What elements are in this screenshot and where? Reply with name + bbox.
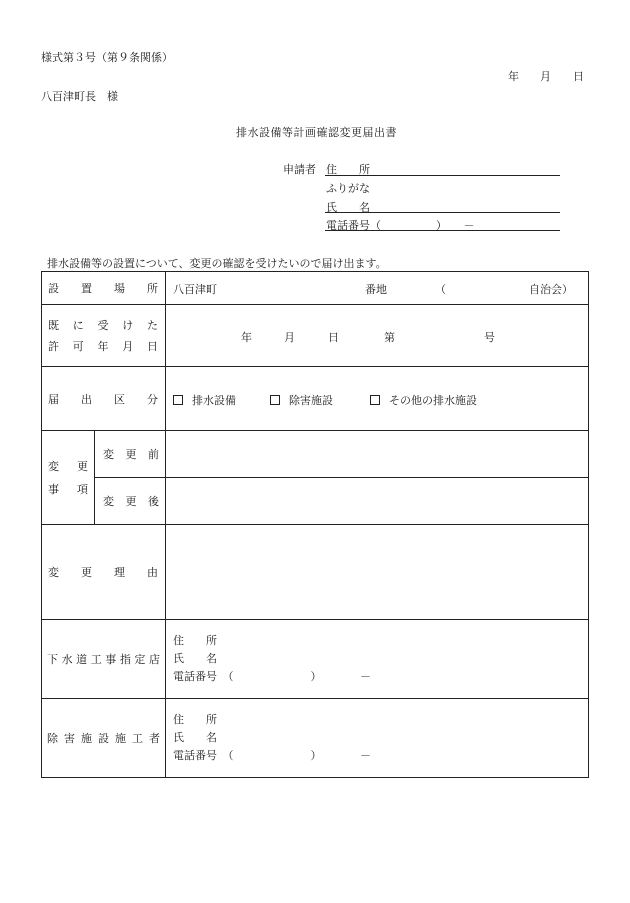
sewer-name-label: 氏 名 — [173, 652, 217, 665]
change-items-label-line2-char: 事 — [48, 483, 59, 496]
checkbox-icon[interactable] — [370, 395, 380, 405]
abatement-phone-label: 電話番号 （ ） － — [173, 749, 371, 762]
permit-row — [42, 305, 589, 367]
location-banchi: 番地 — [365, 283, 387, 296]
abatement-contractor-field[interactable] — [166, 699, 589, 778]
form-number: 様式第３号（第９条関係） — [41, 51, 173, 64]
intro-sentence: 排水設備等の設置について、変更の確認を受けたいので届け出ます。 — [47, 257, 387, 270]
change-before-label-char: 前 — [148, 448, 159, 461]
abatement-contractor-label-char: 工 — [132, 732, 143, 745]
abatement-contractor-label-char: 除 — [47, 732, 58, 745]
applicant-address-label: 住 所 — [326, 163, 370, 176]
sewer-contractor-label-char: 定 — [134, 653, 146, 666]
abatement-contractor-label-char: 施 — [115, 732, 126, 745]
abatement-name-label: 氏 名 — [173, 731, 217, 744]
location-label-char: 置 — [81, 282, 92, 295]
change-items-label-line1-char: 変 — [48, 460, 59, 473]
permit-field[interactable] — [166, 305, 589, 367]
applicant-name-line[interactable] — [325, 212, 560, 213]
applicant-furigana-label: ふりがな — [326, 182, 370, 195]
location-label-char: 場 — [114, 282, 125, 295]
location-label — [42, 272, 166, 305]
sewer-phone-label: 電話番号 （ ） － — [173, 670, 371, 683]
abatement-contractor-label-char: 設 — [98, 732, 109, 745]
abatement-contractor-label-char: 害 — [64, 732, 75, 745]
location-jichikai: 自治会） — [529, 283, 573, 296]
category-label-char: 分 — [147, 392, 158, 406]
checkbox-icon[interactable] — [173, 395, 183, 405]
reason-label-char: 変 — [48, 566, 59, 579]
reason-label-char: 更 — [81, 566, 92, 579]
sewer-contractor-label-char: 事 — [105, 653, 117, 666]
sewer-contractor-label-char: 指 — [119, 653, 131, 666]
permit-label-line1-char: に — [72, 319, 84, 332]
abatement-address-label: 住 所 — [173, 713, 217, 726]
change-after-field[interactable] — [166, 478, 589, 525]
category-option-abatement[interactable]: 除害施設 — [270, 392, 333, 408]
sewer-contractor-label — [42, 620, 166, 699]
permit-day: 日 — [328, 330, 339, 344]
permit-label-line2-char: 月 — [122, 340, 134, 353]
reason-label-char: 由 — [147, 566, 158, 579]
permit-label-line1-char: た — [147, 319, 158, 332]
abatement-contractor-label — [42, 699, 166, 778]
category-options — [166, 367, 589, 431]
category-row — [42, 367, 589, 431]
location-label-char: 所 — [147, 282, 158, 295]
change-items-label-line1-char: 更 — [77, 460, 88, 473]
abatement-contractor-row — [42, 699, 589, 778]
category-label-char: 届 — [48, 392, 59, 406]
document-title: 排水設備等計画確認変更届出書 — [236, 126, 397, 139]
change-items-label-line2-char: 項 — [77, 483, 88, 496]
applicant-name-label: 氏 名 — [326, 201, 370, 214]
sewer-contractor-label-char: 下 — [47, 653, 58, 666]
sewer-contractor-label-char: 水 — [61, 653, 73, 666]
change-before-field[interactable] — [166, 431, 589, 478]
permit-label-line2-char: 日 — [147, 340, 158, 353]
reason-label-char: 理 — [114, 566, 125, 579]
sewer-contractor-label-char: 工 — [90, 653, 102, 666]
abatement-contractor-label-char: 施 — [81, 732, 92, 745]
abatement-contractor-label-char: 者 — [149, 732, 160, 745]
addressee: 八百津町長 様 — [41, 90, 118, 103]
permit-dai: 第 — [384, 330, 395, 344]
location-town: 八百津町 — [173, 283, 217, 296]
permit-label — [42, 305, 166, 367]
permit-label-line1-char: 受 — [97, 319, 109, 332]
permit-month: 月 — [284, 330, 295, 344]
reason-label — [42, 525, 166, 620]
category-label — [42, 367, 166, 431]
sewer-address-label: 住 所 — [173, 634, 217, 647]
change-before-label-char: 変 — [103, 448, 114, 461]
permit-label-line2-char: 可 — [72, 340, 84, 353]
change-after-row — [42, 478, 589, 525]
form-table — [41, 271, 589, 778]
category-option-drainage[interactable]: 排水設備 — [173, 392, 236, 408]
category-option-other[interactable]: その他の排水施設 — [370, 392, 477, 408]
change-after-label-char: 後 — [148, 495, 159, 508]
date-month-label: 月 — [540, 70, 551, 83]
change-after-label-char: 更 — [125, 495, 137, 508]
change-after-label-char: 変 — [103, 495, 114, 508]
permit-label-line2-char: 年 — [97, 340, 109, 353]
reason-field[interactable] — [166, 525, 589, 620]
permit-label-line1-char: け — [122, 319, 134, 332]
change-items-label — [42, 431, 95, 525]
applicant-label: 申請者 — [283, 163, 316, 176]
applicant-address-line[interactable] — [325, 175, 560, 176]
applicant-phone-line[interactable] — [325, 230, 560, 231]
sewer-contractor-label-char: 道 — [76, 653, 88, 666]
permit-label-line1-char: 既 — [48, 319, 59, 332]
date-year-label: 年 — [508, 70, 519, 83]
date-day-label: 日 — [573, 70, 584, 83]
category-label-char: 区 — [114, 392, 125, 406]
permit-label-line2-char: 許 — [48, 340, 59, 353]
sewer-contractor-field[interactable] — [166, 620, 589, 699]
permit-go: 号 — [484, 330, 495, 344]
change-after-label — [95, 478, 166, 525]
category-label-char: 出 — [81, 392, 92, 406]
change-before-label — [95, 431, 166, 478]
sewer-contractor-label-char: 店 — [148, 653, 160, 666]
location-row — [42, 272, 589, 305]
change-before-row — [42, 431, 589, 478]
location-field[interactable] — [166, 272, 589, 305]
applicant-phone-label: 電話番号（ ） － — [326, 219, 475, 232]
permit-year: 年 — [241, 330, 252, 344]
checkbox-icon[interactable] — [270, 395, 280, 405]
sewer-contractor-row — [42, 620, 589, 699]
reason-row — [42, 525, 589, 620]
location-label-char: 設 — [48, 282, 59, 295]
change-before-label-char: 更 — [125, 448, 137, 461]
location-open-paren: （ — [435, 283, 446, 296]
